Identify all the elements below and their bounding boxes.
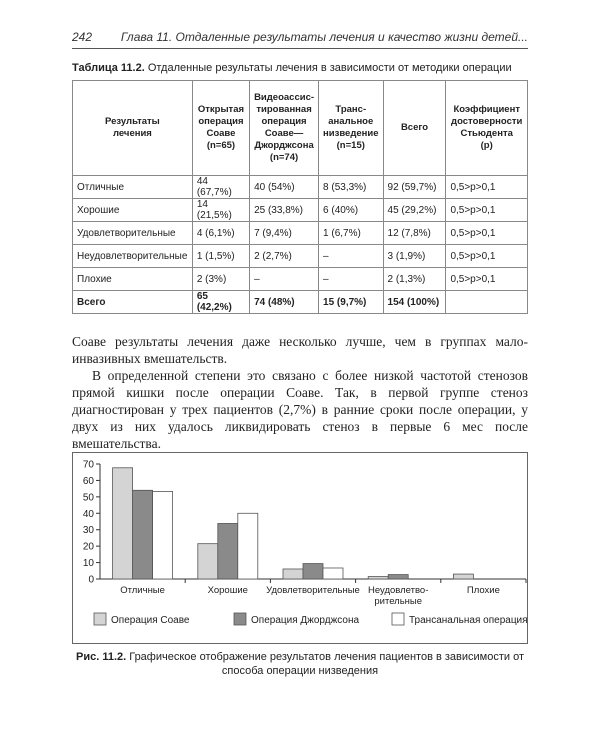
table-header-line: операция xyxy=(198,116,244,127)
table-cell: Плохие xyxy=(73,268,193,291)
table-header-cell xyxy=(383,81,446,176)
table-header-line: Стьюдента xyxy=(460,128,513,139)
x-category-label-line: Отличные xyxy=(120,585,165,596)
table-caption xyxy=(72,62,532,74)
table-header-line: Транс- xyxy=(335,104,367,115)
table-header-line: (n=74) xyxy=(269,152,299,163)
y-tick-label: 10 xyxy=(82,558,94,570)
table-cell: 14 (21,5%) xyxy=(192,199,249,222)
bar-2 xyxy=(218,523,238,579)
table-cell: 40 (54%) xyxy=(250,176,319,199)
x-category-label-line: Неудовлетво- xyxy=(368,585,429,596)
x-category-label xyxy=(467,585,500,596)
y-tick-label: 50 xyxy=(82,492,94,504)
table-header-line: Результаты xyxy=(105,116,160,127)
table-cell: 6 (40%) xyxy=(319,199,383,222)
table-header-line: Коэффициент xyxy=(453,104,520,115)
table-cell: 1 (6,7%) xyxy=(319,222,383,245)
table-cell: 65 (42,2%) xyxy=(192,291,249,314)
table-cell: 2 (1,3%) xyxy=(383,268,446,291)
x-category-label-line: Плохие xyxy=(466,585,500,596)
table-cell: 4 (6,1%) xyxy=(192,222,249,245)
table-cell: 7 (9,4%) xyxy=(250,222,319,245)
table-row xyxy=(73,222,528,245)
figure-caption-label: Рис. 11.2. xyxy=(75,651,127,663)
table-cell: Хорошие xyxy=(73,199,193,222)
table-header-line: анальное xyxy=(328,116,374,127)
table-cell: – xyxy=(319,245,383,268)
table-cell: 2 (2,7%) xyxy=(250,245,319,268)
table-cell: Отличные xyxy=(73,176,193,199)
table-cell: 12 (7,8%) xyxy=(383,222,446,245)
table-cell: 92 (59,7%) xyxy=(383,176,446,199)
bar-2 xyxy=(303,564,323,579)
table-cell: 8 (53,3%) xyxy=(319,176,383,199)
y-tick-label: 30 xyxy=(82,525,94,537)
table-header-cell xyxy=(446,81,528,176)
table-cell: 0,5>p>0,1 xyxy=(446,245,528,268)
table-cell: 0,5>p>0,1 xyxy=(446,268,528,291)
bar-1 xyxy=(198,544,218,579)
legend-label: Операция Соаве xyxy=(111,615,190,626)
table-total-row xyxy=(73,291,528,314)
table-cell: 3 (1,9%) xyxy=(383,245,446,268)
table-cell: 74 (48%) xyxy=(250,291,319,314)
table-header-line: достоверности xyxy=(451,116,523,127)
table-header-line: лечения xyxy=(112,128,152,139)
table-header-line: (n=65) xyxy=(206,140,236,151)
table-header-line: тированная xyxy=(256,104,312,115)
page-number: 242 xyxy=(72,30,93,44)
bar-1 xyxy=(453,574,473,579)
y-tick-label: 0 xyxy=(88,574,94,586)
x-category-label-line: Удовлетворительные xyxy=(266,585,360,596)
table-cell xyxy=(446,291,528,314)
table-header-cell xyxy=(192,81,249,176)
x-category-label xyxy=(208,585,248,596)
table-cell: 45 (29,2%) xyxy=(383,199,446,222)
results-table xyxy=(72,80,528,314)
table-row xyxy=(73,245,528,268)
legend-swatch xyxy=(392,613,404,625)
table-cell: 154 (100%) xyxy=(383,291,446,314)
table-row xyxy=(73,268,528,291)
table-header-line: (p) xyxy=(480,140,493,151)
table-header-line: Соаве xyxy=(206,128,236,139)
bar-1 xyxy=(113,468,133,579)
bar-2 xyxy=(388,575,408,579)
bar-1 xyxy=(368,577,388,579)
table-cell: 2 (3%) xyxy=(192,268,249,291)
table-header-line: (n=15) xyxy=(336,140,365,151)
x-category-label xyxy=(266,585,360,596)
paragraph-stenosis: В определенной степени это связано с более низкой частотой стенозов прямой кишки после операции Соаве. Так, в первой группе стеноз диагностирован у трех пациентов (2,7%) в ранние сроки после операции, у двух из них удалось ликвидировать стеноз в первые 6 мес после вмешательства. xyxy=(72,368,528,451)
table-cell: 0,5>p>0,1 xyxy=(446,199,528,222)
table-header-cell xyxy=(250,81,319,176)
paragraph-continuation: Соаве результаты лечения даже несколько лучше, чем в группах малоинвазивных вмешательств. xyxy=(72,334,528,366)
table-header-line: операция xyxy=(261,116,307,127)
table-header-line: Джорджсона xyxy=(254,140,314,151)
table-header-line: Видеоассис- xyxy=(254,92,315,103)
table-header-cell xyxy=(319,81,383,176)
table-cell: 44 (67,7%) xyxy=(192,176,249,199)
table-cell: – xyxy=(319,268,383,291)
y-tick-label: 60 xyxy=(82,475,94,487)
figure-caption xyxy=(72,650,528,678)
table-cell: 0,5>p>0,1 xyxy=(446,176,528,199)
table-header-line: Соаве— xyxy=(264,128,304,139)
y-tick-label: 70 xyxy=(82,459,94,471)
x-category-label xyxy=(120,585,165,596)
bar-3 xyxy=(323,568,343,579)
table-caption-text: Отдаленные результаты лечения в зависимости от методики операции xyxy=(144,62,512,74)
legend-swatch xyxy=(234,613,246,625)
bar-1 xyxy=(283,569,303,579)
x-category-label xyxy=(368,585,428,607)
running-title: Глава 11. Отдаленные результаты лечения и качество жизни детей... xyxy=(120,30,528,44)
y-tick-label: 20 xyxy=(82,541,94,553)
results-bar-chart xyxy=(72,452,528,644)
x-category-label-line: Хорошие xyxy=(207,585,248,596)
table-cell: 0,5>p>0,1 xyxy=(446,222,528,245)
x-category-label-line: рительные xyxy=(374,596,423,607)
table-cell: Неудовлетворительные xyxy=(73,245,193,268)
table-caption-label: Таблица 11.2. xyxy=(72,62,145,74)
table-header-cell xyxy=(73,81,193,176)
legend-label: Операция Джорджсона xyxy=(251,615,360,626)
bar-3 xyxy=(238,513,258,579)
bar-2 xyxy=(133,490,153,579)
figure-caption-text: Графическое отображение результатов лечения пациентов в зависимости от способа операции низведения xyxy=(126,651,524,677)
table-header-line: Открытая xyxy=(197,104,245,115)
y-tick-label: 40 xyxy=(82,508,94,520)
table-cell: – xyxy=(250,268,319,291)
table-header-row xyxy=(73,81,528,176)
legend-label: Трансанальная операция xyxy=(409,615,528,626)
legend-swatch xyxy=(94,613,106,625)
table-cell: 15 (9,7%) xyxy=(319,291,383,314)
table-row xyxy=(73,176,528,199)
table-row xyxy=(73,199,528,222)
table-cell: 1 (1,5%) xyxy=(192,245,249,268)
bar-3 xyxy=(153,491,173,579)
table-header-line: Всего xyxy=(400,122,428,133)
table-header-line: низведение xyxy=(323,128,379,139)
running-header xyxy=(72,28,528,49)
table-cell: Всего xyxy=(73,291,193,314)
table-cell: 25 (33,8%) xyxy=(250,199,319,222)
table-cell: Удовлетворительные xyxy=(73,222,193,245)
